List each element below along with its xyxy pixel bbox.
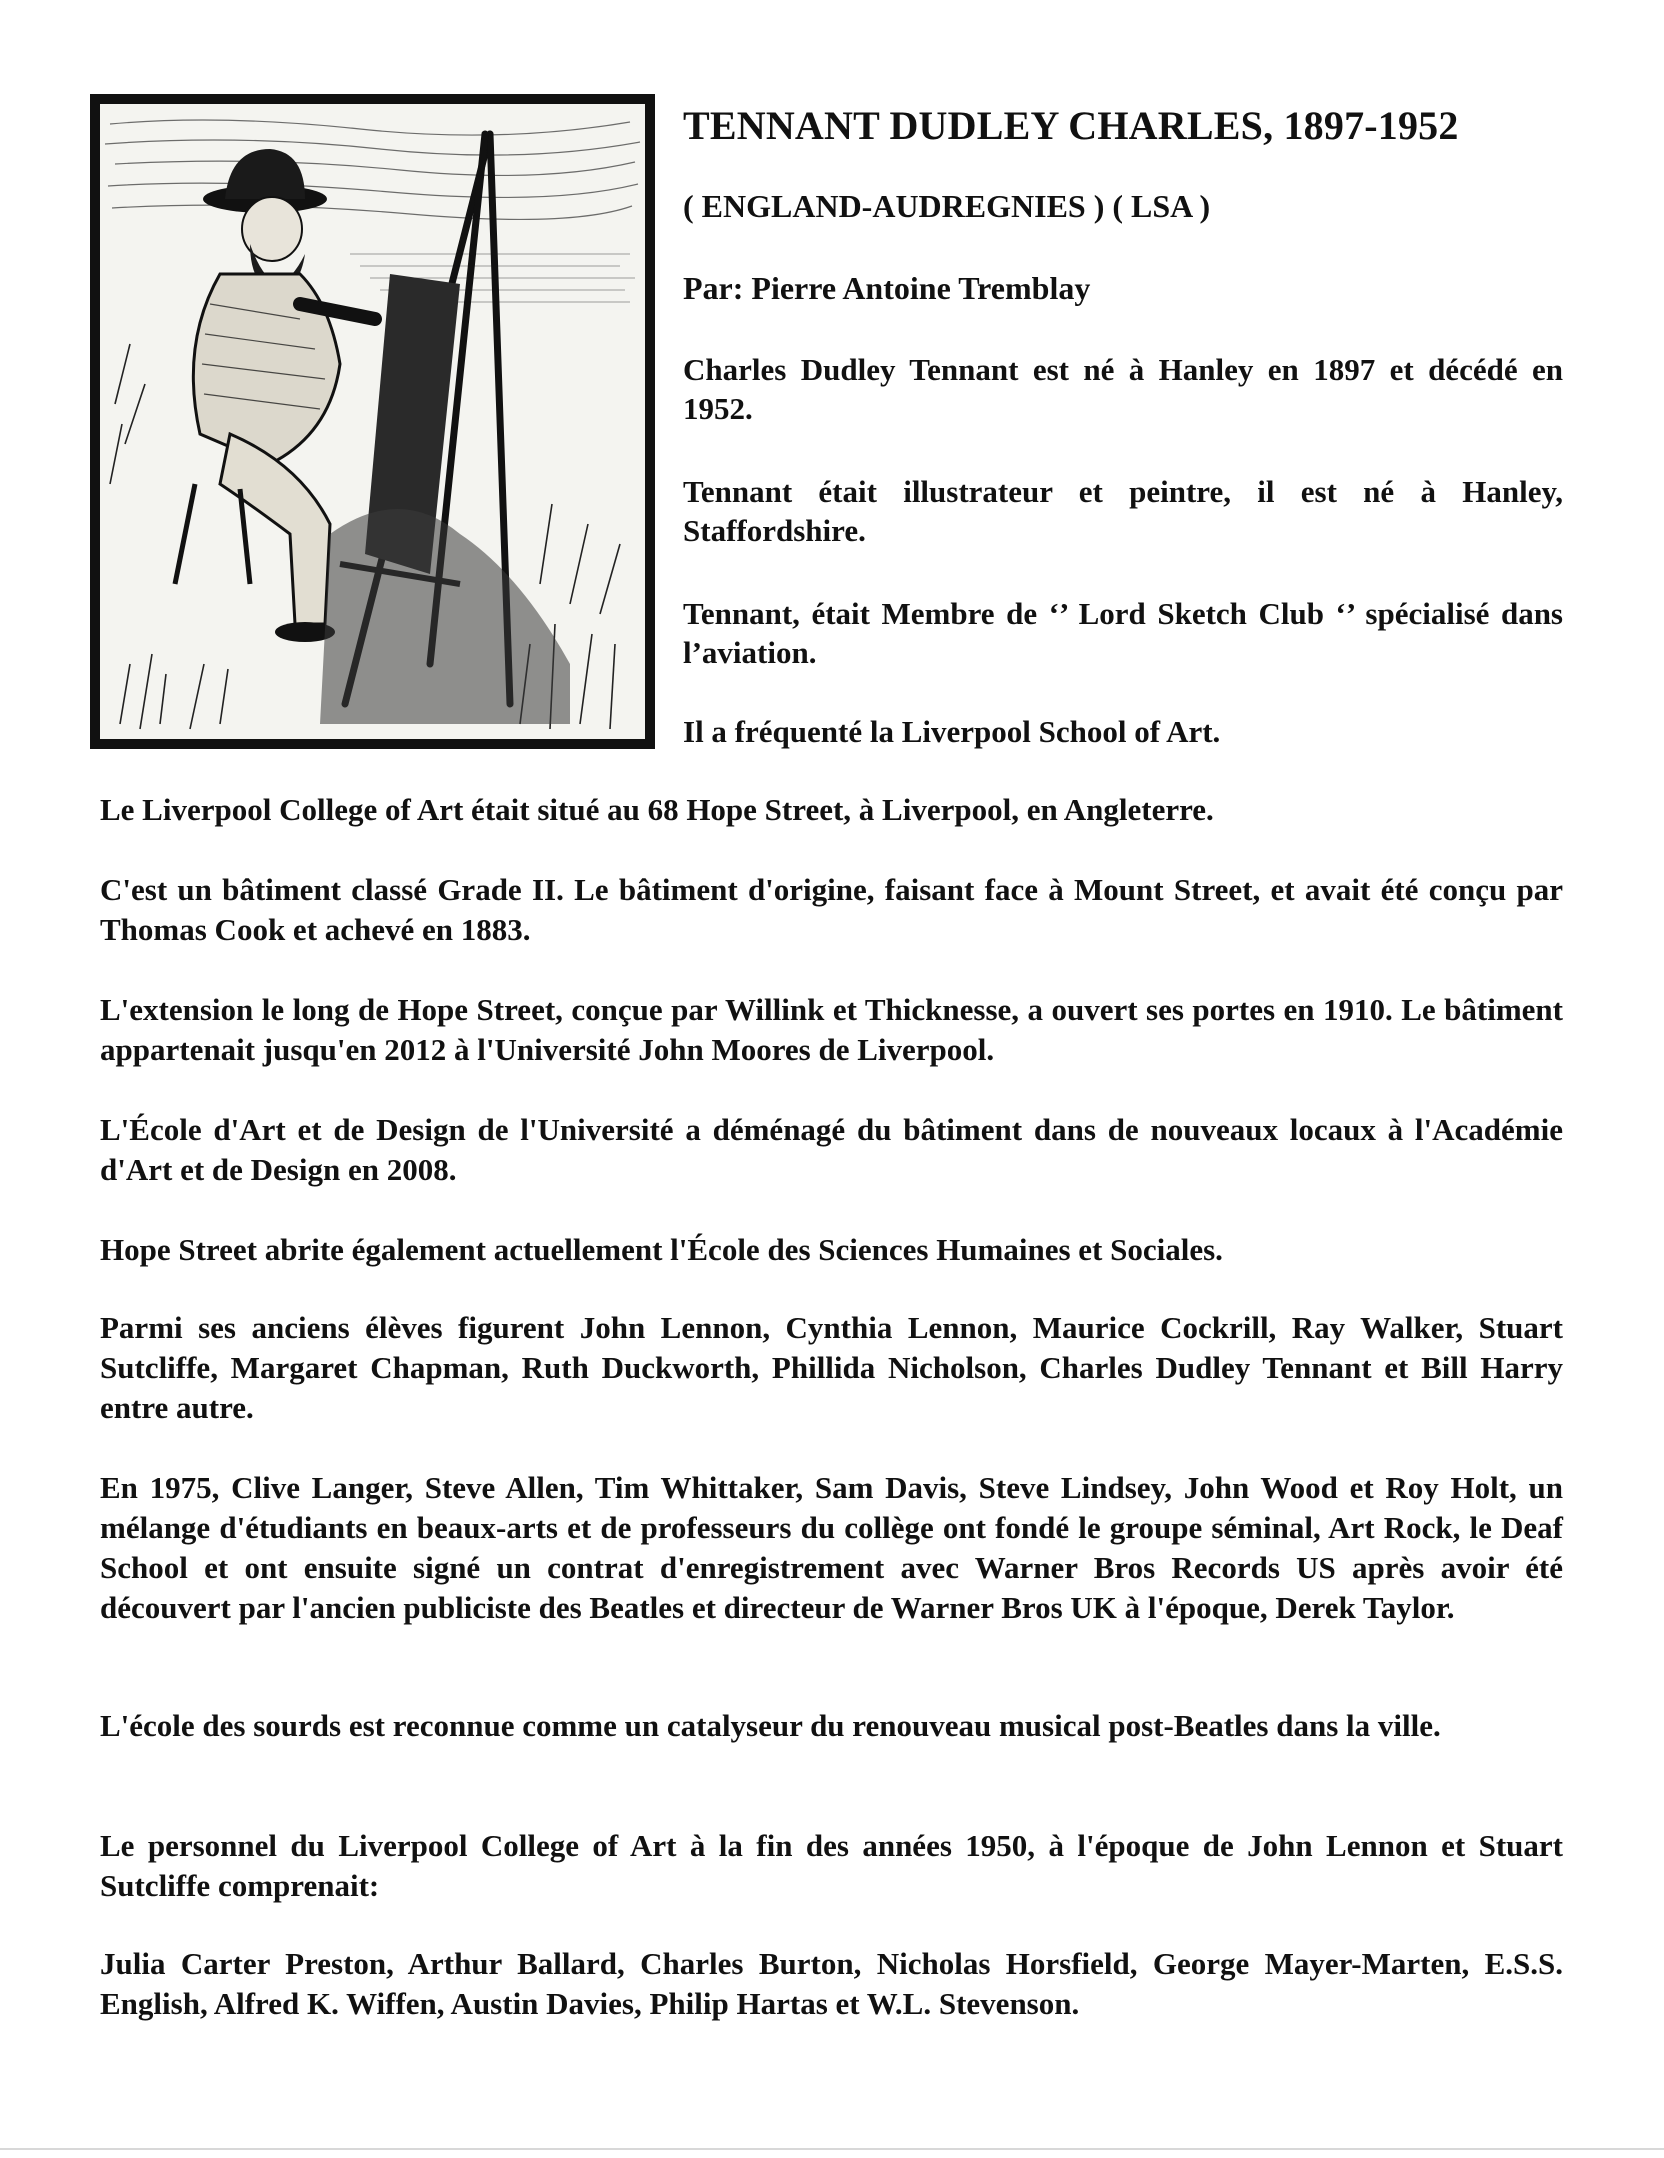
easel-painter-drawing [100, 104, 645, 739]
body-paragraph: Hope Street abrite également actuellement l'École des Sciences Humaines et Sociales. [100, 1232, 1223, 1267]
body-paragraph: Parmi ses anciens élèves figurent John Lennon, Cynthia Lennon, Maurice Cockrill, Ray Walker, Stuart Sutcliffe, Margaret Chapman, Ruth Duckworth, Phillida Nicholson, Charles Dudley Tennant et Bill Harry entre autre. [100, 1310, 1563, 1425]
body-paragraph: C'est un bâtiment classé Grade II. Le bâtiment d'origine, faisant face à Mount Street, et avait été conçu par Thomas Cook et achevé en 1883. [100, 872, 1563, 947]
header-column [683, 100, 1563, 749]
intro-paragraph: Charles Dudley Tennant est né à Hanley en 1897 et décédé en 1952. [683, 352, 1563, 426]
body-paragraph: Le Liverpool College of Art était situé au 68 Hope Street, à Liverpool, en Angleterre. [100, 792, 1214, 827]
article-title: TENNANT DUDLEY CHARLES, 1897-1952 [683, 103, 1459, 148]
body-paragraph: L'école des sourds est reconnue comme un catalyseur du renouveau musical post-Beatles dans la ville. [100, 1708, 1441, 1743]
body-paragraph: L'extension le long de Hope Street, conçue par Willink et Thicknesse, a ouvert ses portes en 1910. Le bâtiment appartenait jusqu'en 2012 à l'Université John Moores de Liverpool. [100, 992, 1563, 1067]
intro-paragraph: Tennant, était Membre de ‘’ Lord Sketch Club ‘’ spécialisé dans l’aviation. [683, 596, 1563, 670]
body-paragraph: Julia Carter Preston, Arthur Ballard, Charles Burton, Nicholas Horsfield, George Mayer-Marten, E.S.S. English, Alfred K. Wiffen, Austin Davies, Philip Hartas et W.L. Stevenson. [100, 1946, 1563, 2021]
article-subtitle: ( ENGLAND-AUDREGNIES ) ( LSA ) [683, 188, 1211, 224]
body-paragraph: Le personnel du Liverpool College of Art à la fin des années 1950, à l'époque de John Lennon et Stuart Sutcliffe comprenait: [100, 1828, 1563, 1903]
bottom-divider [0, 2148, 1664, 2150]
artist-illustration [90, 94, 655, 749]
body-paragraph: L'École d'Art et de Design de l'Université a déménagé du bâtiment dans de nouveaux locaux à l'Académie d'Art et de Design en 2008. [100, 1112, 1563, 1187]
intro-paragraph: Tennant était illustrateur et peintre, il est né à Hanley, Staffordshire. [683, 474, 1563, 548]
article-byline: Par: Pierre Antoine Tremblay [683, 270, 1091, 306]
body-paragraph: En 1975, Clive Langer, Steve Allen, Tim Whittaker, Sam Davis, Steve Lindsey, John Wood et Roy Holt, un mélange d'étudiants en beaux-arts et de professeurs du collège ont fondé le groupe séminal, Art Rock, le Deaf School et ont ensuite signé un contrat d'enregistrement avec Warner Bros Records US après avoir été découvert par l'ancien publiciste des Beatles et directeur de Warner Bros UK à l'époque, Derek Taylor. [100, 1470, 1563, 1625]
intro-paragraph: Il a fréquenté la Liverpool School of Art. [683, 714, 1221, 749]
